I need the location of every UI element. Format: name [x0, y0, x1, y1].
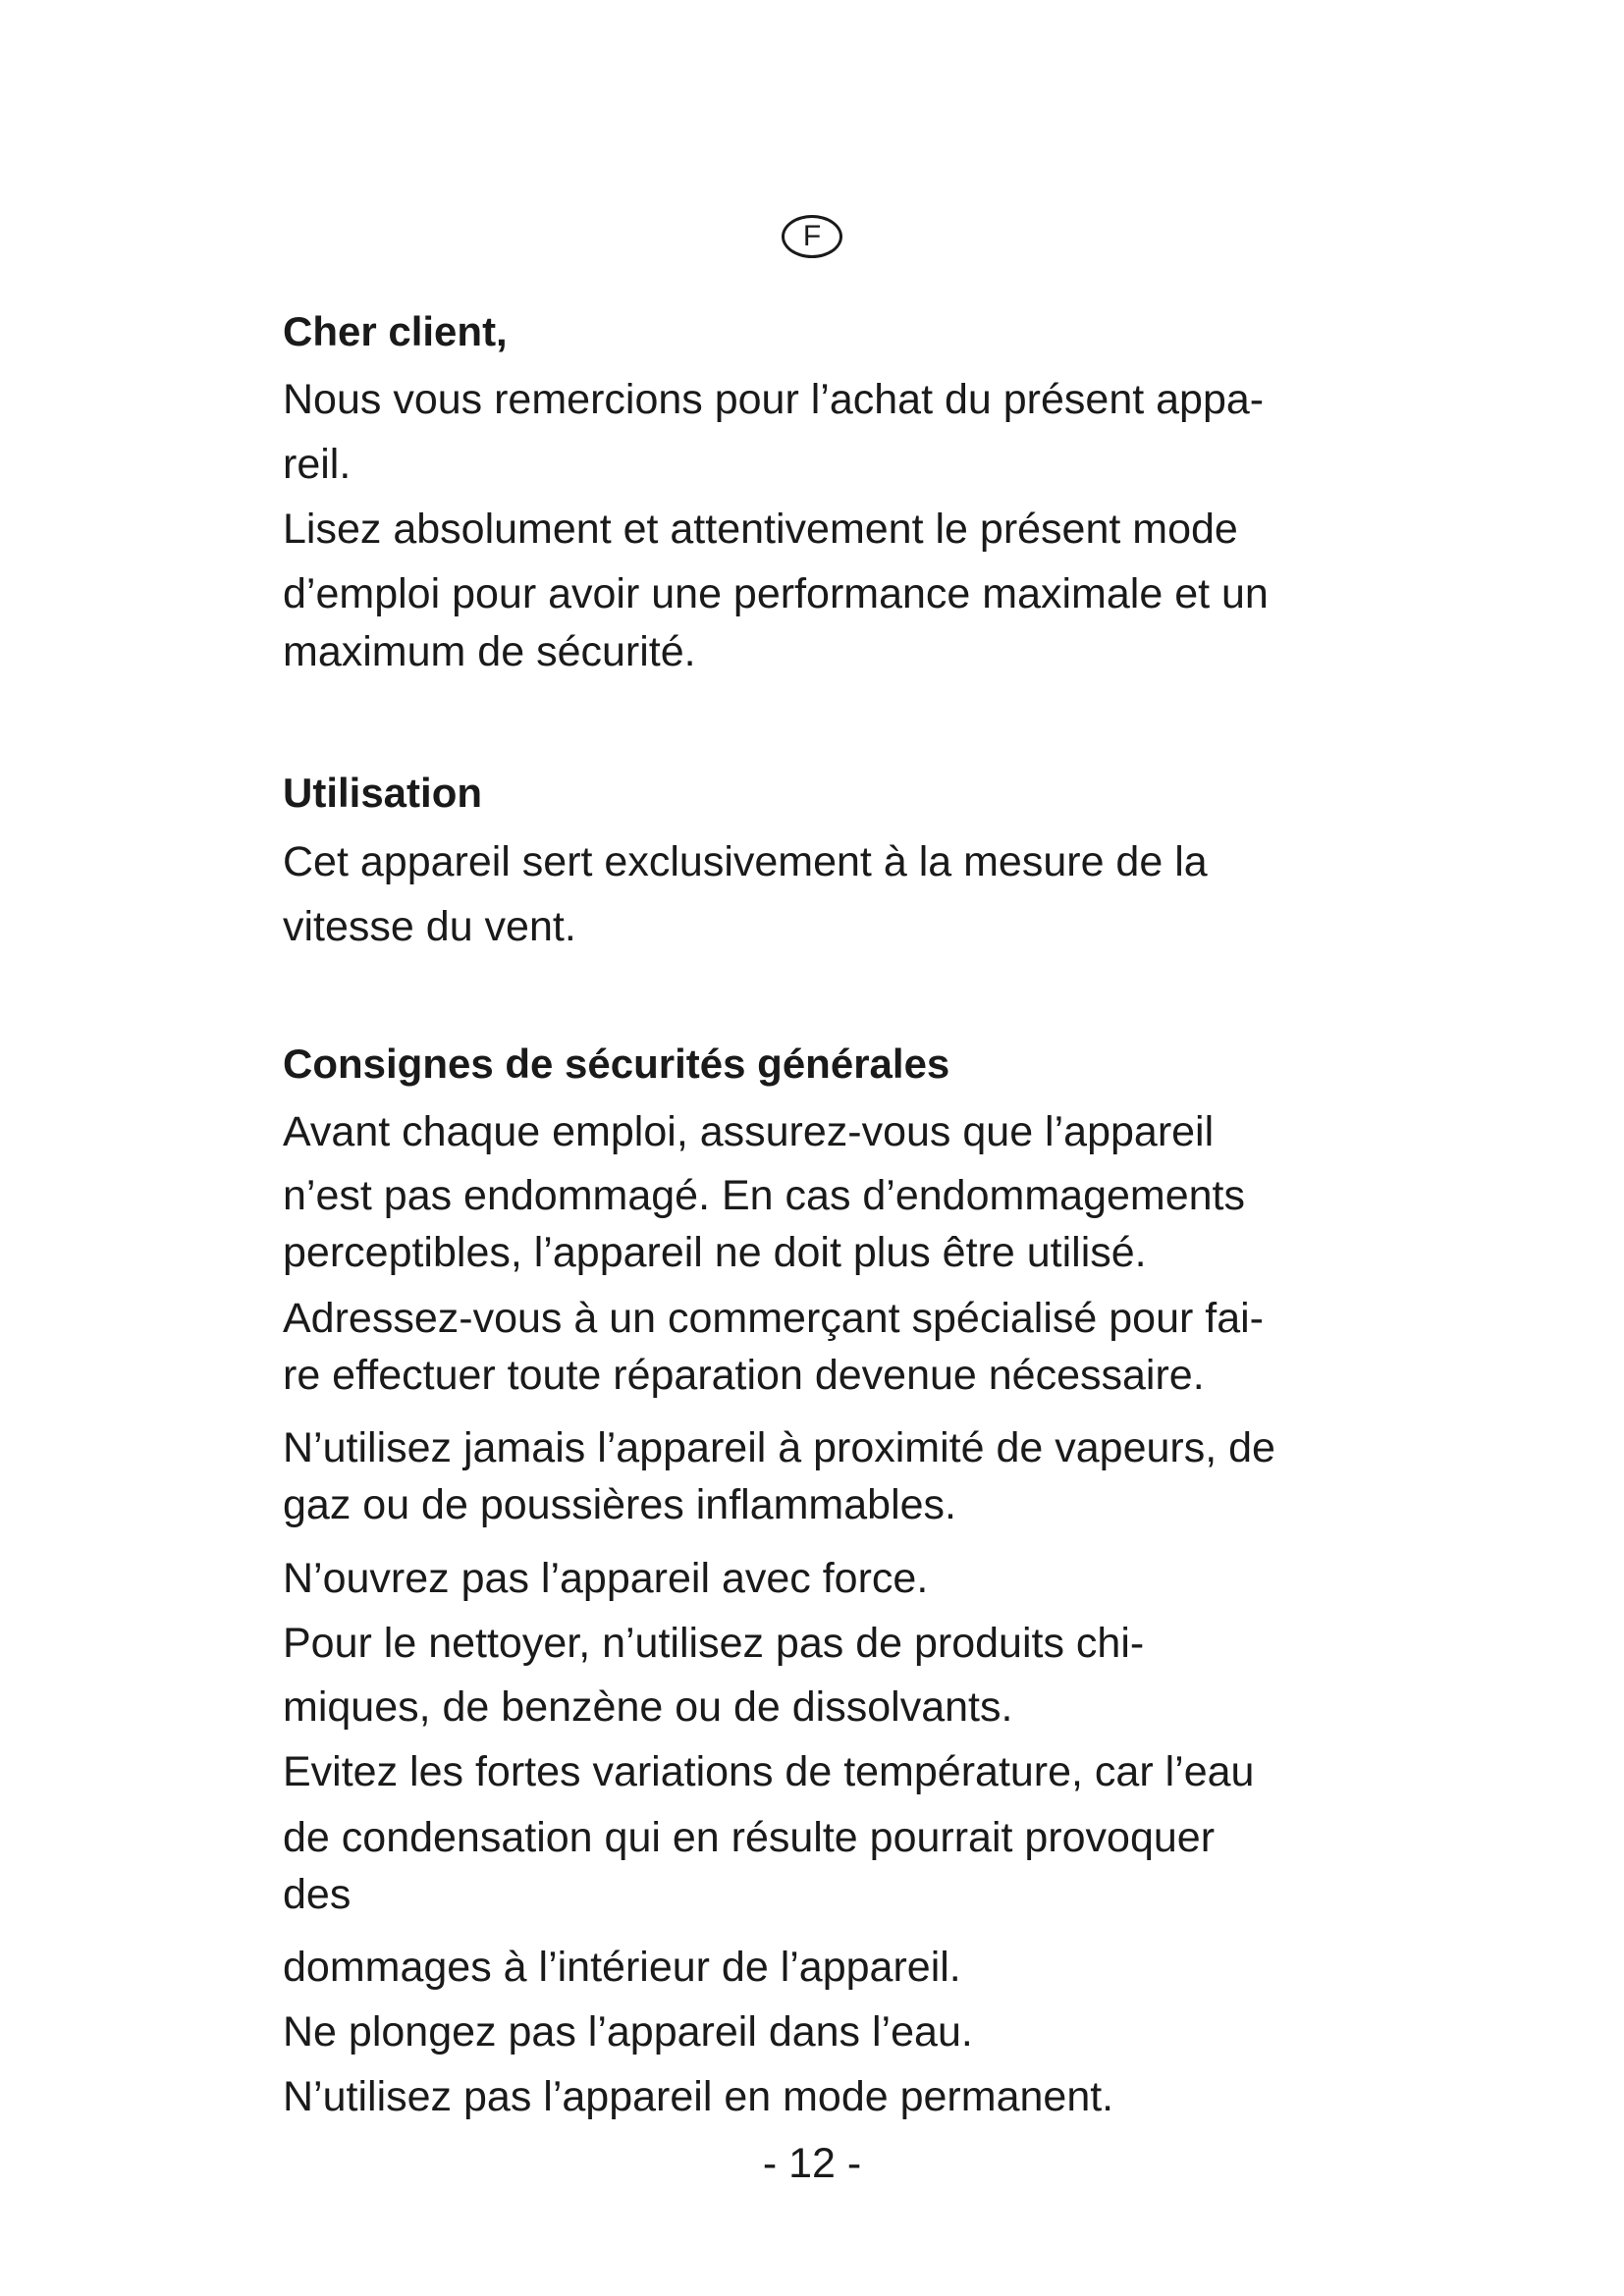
greeting-line: Nous vous remercions pour l’achat du présent appa-: [283, 376, 1265, 423]
safety-line: perceptibles, l’appareil ne doit plus être utilisé.: [283, 1229, 1147, 1276]
greeting-line: maximum de sécurité.: [283, 628, 696, 675]
greeting-line: d’emploi pour avoir une performance maximale et un: [283, 570, 1269, 617]
safety-line: n’est pas endommagé. En cas d’endommagements: [283, 1172, 1245, 1219]
safety-line: Evitez les fortes variations de température, car l’eau: [283, 1748, 1255, 1795]
safety-line: de condensation qui en résulte pourrait provoquer: [283, 1814, 1216, 1861]
greeting-line: reil.: [283, 441, 352, 488]
usage-line: Cet appareil sert exclusivement à la mesure de la: [283, 838, 1208, 885]
safety-line: Ne plongez pas l’appareil dans l’eau.: [283, 2008, 973, 2056]
usage-heading: Utilisation: [283, 770, 483, 816]
safety-line: N’utilisez jamais l’appareil à proximité de vapeurs, de: [283, 1424, 1275, 1471]
safety-line: dommages à l’intérieur de l’appareil.: [283, 1944, 961, 1991]
safety-line: gaz ou de poussières inflammables.: [283, 1481, 956, 1528]
greeting-heading: Cher client,: [283, 308, 508, 354]
safety-line: miques, de benzène ou de dissolvants.: [283, 1683, 1013, 1731]
safety-line: re effectuer toute réparation devenue nécessaire.: [283, 1352, 1205, 1399]
greeting-line: Lisez absolument et attentivement le présent mode: [283, 506, 1238, 553]
safety-line: Pour le nettoyer, n’utilisez pas de produits chi-: [283, 1620, 1145, 1667]
safety-line: N’ouvrez pas l’appareil avec force.: [283, 1555, 929, 1602]
safety-line: Adressez-vous à un commerçant spécialisé pour fai-: [283, 1295, 1264, 1342]
language-badge: F: [782, 215, 842, 258]
safety-line: Avant chaque emploi, assurez-vous que l’appareil: [283, 1108, 1215, 1155]
usage-line: vitesse du vent.: [283, 903, 576, 950]
safety-line: des: [283, 1871, 352, 1918]
page-number: - 12 -: [762, 2140, 862, 2187]
safety-heading: Consignes de sécurités générales: [283, 1041, 950, 1087]
safety-line: N’utilisez pas l’appareil en mode permanent.: [283, 2073, 1114, 2120]
